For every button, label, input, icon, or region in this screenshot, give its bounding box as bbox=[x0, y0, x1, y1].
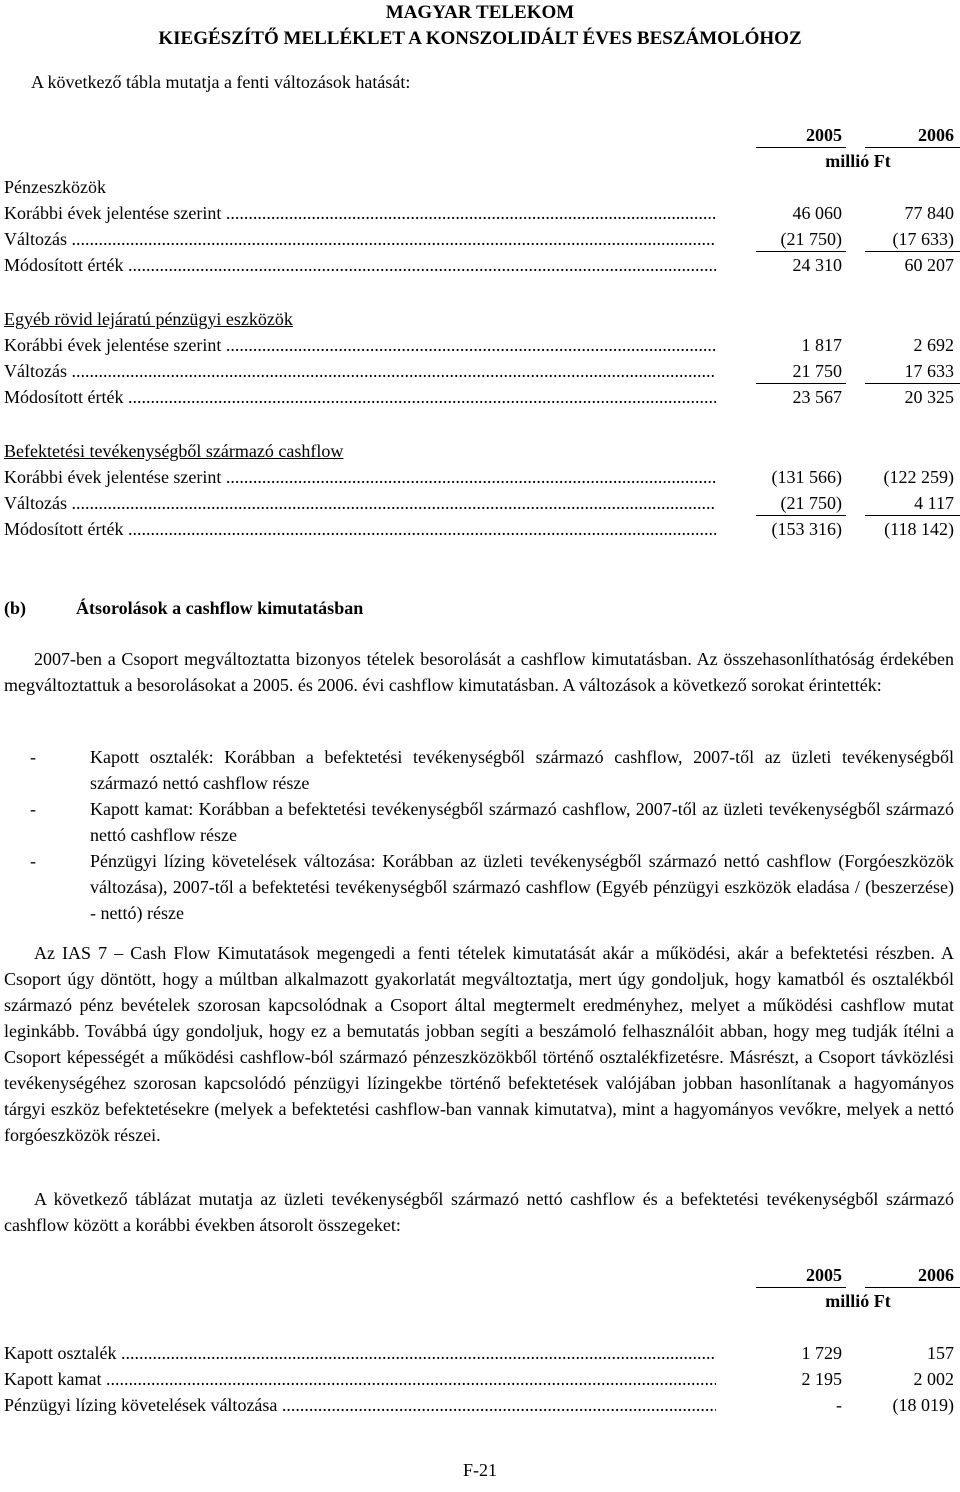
row-label: Módosított érték bbox=[4, 387, 124, 407]
document-title: KIEGÉSZÍTŐ MELLÉKLET A KONSZOLIDÁLT ÉVES BESZÁMOLÓHOZ bbox=[158, 28, 802, 49]
value-2006: 60 207 bbox=[904, 255, 954, 275]
table-row bbox=[4, 358, 956, 384]
paragraph-ias7: Az IAS 7 – Cash Flow Kimutatások megengedi a fenti tételek kimutatását akár a működési, akár a befektetési részben. A Csoport úgy döntött, hogy a múltban alkalmazott gyakorlatát megváltoztatja, mert úgy gondoljuk, hogy kamatból és osztalékból származó pénz bevételek szorosan kapcsolódnak a Csoport által megtermelt eredményhez, melyet a működési cashflow mutat leginkább. Továbbá úgy gondoljuk, hogy ez a bemutatás jobban segíti a beszámoló felhasználóit abban, hogy meg tudják ítélni a Csoport képességét a működési cashflow-ból származó pénzeszközökből történő osztalékfizetésre. Másrészt, a Csoport távközlési tevékenységéhez szorosan kapcsolódó pénzügyi lízingekbe történő befektetések valójában jobban hasonlítanak a hagyományos tárgyi eszköz befektetésekre (melyek a befektetési cashflow-ban vannak kimutatva), mint a hagyományos vevőkre, melyek a nettó forgóeszközök részei. bbox=[4, 943, 954, 1145]
row-label: Változás bbox=[4, 361, 67, 381]
table-header-unit bbox=[4, 148, 956, 174]
value-2006: 20 325 bbox=[904, 387, 954, 407]
section-heading-text: Befektetési tevékenységből származó cashflow bbox=[4, 441, 344, 461]
value-2006: (118 142) bbox=[884, 519, 954, 539]
value-2006: (18 019) bbox=[892, 1395, 954, 1415]
paragraph-reclassification: 2007-ben a Csoport megváltoztatta bizonyos tételek besorolását a cashflow kimutatásban. Az összehasonlíthatóság érdekében megváltoztattuk a besorolásokat a 2005. és 2006. évi cashflow kimutatásban. A változások a következő sorokat érintették: bbox=[4, 649, 954, 695]
section-title: Átsorolások a cashflow kimutatásban bbox=[76, 598, 364, 618]
table-row bbox=[4, 1366, 956, 1392]
value-2005: (153 316) bbox=[771, 519, 842, 539]
section-heading bbox=[4, 174, 956, 200]
row-label: Korábbi évek jelentése szerint bbox=[4, 467, 222, 487]
bullet-list bbox=[4, 744, 954, 926]
value-2005: (131 566) bbox=[771, 467, 842, 487]
table-row bbox=[4, 464, 956, 490]
year-2005-header: 2005 bbox=[806, 125, 842, 145]
section-heading-text: Pénzeszközök bbox=[4, 177, 106, 197]
document-header bbox=[0, 0, 960, 52]
list-item: - Kapott kamat: Korábban a befektetési tevékenységből származó cashflow, 2007-től az üzleti tevékenységből származó nettó cashflow része bbox=[30, 799, 954, 845]
value-2006: 77 840 bbox=[904, 203, 954, 223]
table-header-years bbox=[4, 1262, 956, 1288]
value-2005: (21 750) bbox=[780, 493, 842, 513]
list-item: - Pénzügyi lízing követelések változása: Korábban az üzleti tevékenységből származó nettó cashflow (Forgóeszközök változása), 2007-től a befektetési tevékenységből származó cashflow (Egyéb pénzügyi eszközök eladása / (beszerzése) - nettó) része bbox=[30, 851, 954, 923]
value-2005: 1 817 bbox=[801, 335, 842, 355]
table-row bbox=[4, 516, 956, 542]
page-number: F-21 bbox=[462, 1460, 497, 1480]
value-2006: 4 117 bbox=[914, 493, 954, 513]
row-label: Korábbi évek jelentése szerint bbox=[4, 335, 222, 355]
row-label: Módosított érték bbox=[4, 255, 124, 275]
unit-label: millió Ft bbox=[825, 151, 891, 171]
year-2006-header: 2006 bbox=[918, 125, 954, 145]
table-row bbox=[4, 1392, 956, 1418]
row-label: Kapott osztalék bbox=[4, 1343, 117, 1363]
list-item: - Kapott osztalék: Korábban a befektetési tevékenységből származó cashflow, 2007-től az üzleti tevékenységből származó nettó cashflow része bbox=[30, 747, 954, 793]
row-label: Változás bbox=[4, 229, 67, 249]
value-2005: - bbox=[836, 1395, 842, 1415]
section-heading bbox=[4, 306, 956, 332]
table-row bbox=[4, 384, 956, 410]
reclassified-amounts-table bbox=[4, 1262, 956, 1418]
value-2005: 1 729 bbox=[801, 1343, 842, 1363]
year-2005-header: 2005 bbox=[806, 1265, 842, 1285]
value-2006: (17 633) bbox=[892, 229, 954, 249]
year-2006-header: 2006 bbox=[918, 1265, 954, 1285]
value-2006: 2 692 bbox=[913, 335, 954, 355]
restatement-table bbox=[4, 122, 956, 542]
table-row bbox=[4, 252, 956, 278]
row-label: Korábbi évek jelentése szerint bbox=[4, 203, 222, 223]
row-label: Módosított érték bbox=[4, 519, 124, 539]
row-label: Kapott kamat bbox=[4, 1369, 102, 1389]
value-2006: 2 002 bbox=[913, 1369, 954, 1389]
table-header-years bbox=[4, 122, 956, 148]
table-row bbox=[4, 226, 956, 252]
value-2006: (122 259) bbox=[883, 467, 954, 487]
table-row bbox=[4, 1340, 956, 1366]
value-2006: 157 bbox=[927, 1343, 954, 1363]
value-2005: 46 060 bbox=[792, 203, 842, 223]
section-letter: (b) bbox=[4, 598, 26, 618]
value-2005: (21 750) bbox=[780, 229, 842, 249]
value-2005: 24 310 bbox=[792, 255, 842, 275]
paragraph-table-intro: A következő táblázat mutatja az üzleti tevékenységből származó nettó cashflow és a befektetési tevékenységből származó cashflow között a korábbi években átsorolt összegeket: bbox=[4, 1189, 954, 1235]
row-label: Változás bbox=[4, 493, 67, 513]
section-heading-text: Egyéb rövid lejáratú pénzügyi eszközök bbox=[4, 309, 293, 329]
row-label: Pénzügyi lízing követelések változása bbox=[4, 1395, 278, 1415]
value-2006: 17 633 bbox=[904, 361, 954, 381]
company-name: MAGYAR TELEKOM bbox=[385, 2, 575, 23]
value-2005: 2 195 bbox=[801, 1369, 842, 1389]
value-2005: 21 750 bbox=[792, 361, 842, 381]
table-row bbox=[4, 490, 956, 516]
table-row bbox=[4, 200, 956, 226]
table-header-unit bbox=[4, 1288, 956, 1314]
value-2005: 23 567 bbox=[792, 387, 842, 407]
unit-label: millió Ft bbox=[825, 1291, 891, 1311]
section-heading bbox=[4, 438, 956, 464]
table-row bbox=[4, 332, 956, 358]
intro-text: A következő tábla mutatja a fenti változások hatását: bbox=[31, 72, 411, 92]
